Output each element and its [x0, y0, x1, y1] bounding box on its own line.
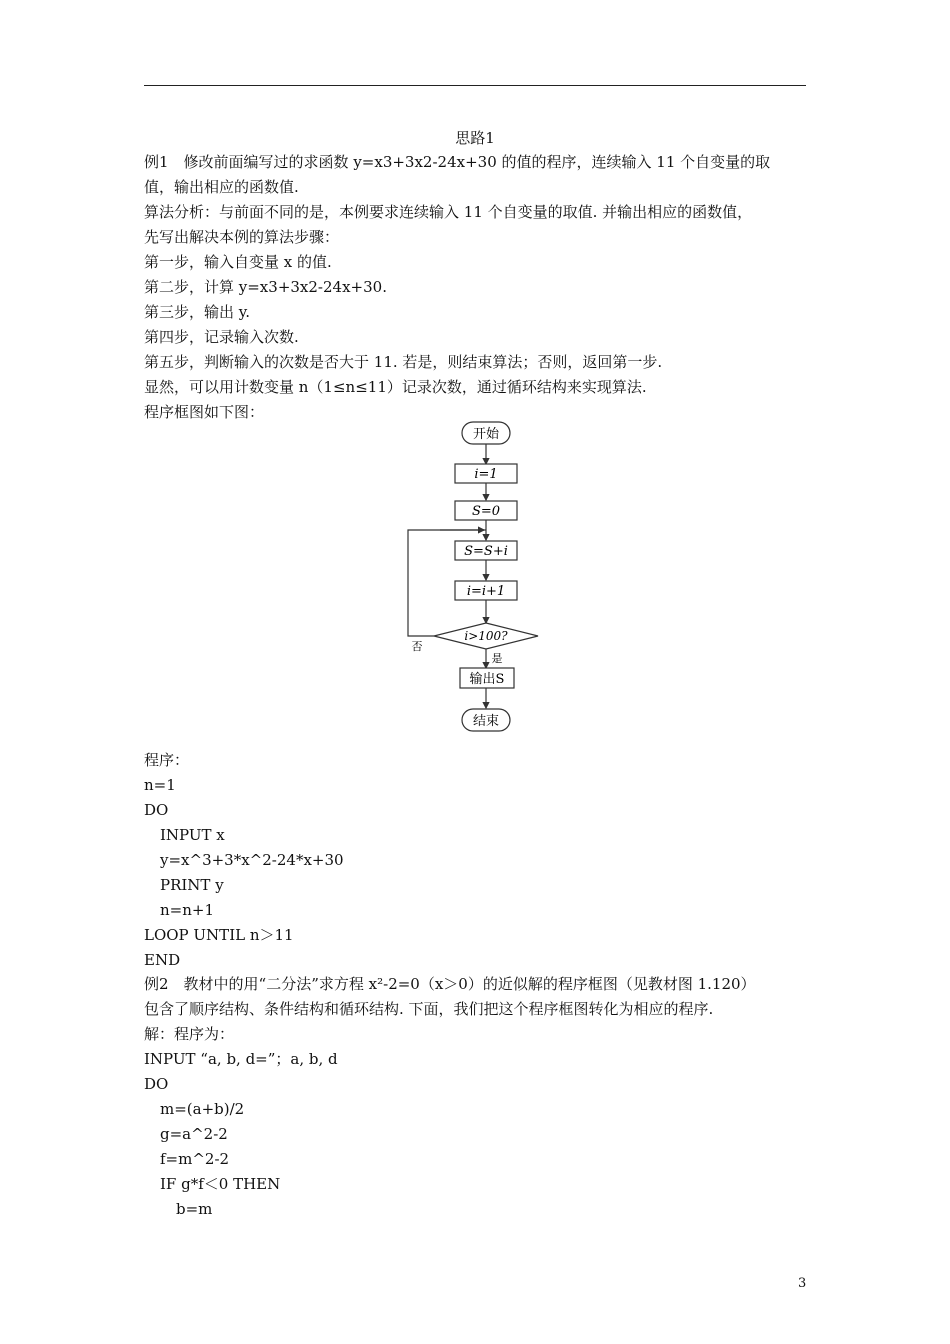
flowchart — [400, 418, 550, 738]
code-line: INPUT x — [160, 826, 225, 844]
text-line: 第二步，计算 y=x3+3x2-24x+30. — [144, 278, 387, 296]
flow-end-label: 结束 — [472, 714, 500, 729]
text-line: 第一步，输入自变量 x 的值. — [144, 253, 332, 271]
page-number: 3 — [798, 1276, 807, 1291]
code-line: b=m — [176, 1200, 213, 1218]
solution-label: 解：程序为： — [144, 1025, 235, 1043]
code-line: INPUT “a, b, d=”；a, b, d — [144, 1050, 338, 1068]
text-line: 包含了顺序结构、条件结构和循环结构. 下面，我们把这个程序框图转化为相应的程序. — [144, 1000, 714, 1018]
flow-yes-label: 是 — [491, 652, 503, 665]
text-line: 程序框图如下图： — [144, 403, 265, 421]
code-line: IF g*f＜0 THEN — [160, 1175, 281, 1193]
text-line: 第五步，判断输入的次数是否大于 11. 若是，则结束算法；否则，返回第一步. — [144, 353, 663, 371]
code-line: f=m^2-2 — [160, 1150, 230, 1168]
section-heading: 思路1 — [455, 129, 495, 147]
text-line: 第三步，输出 y. — [144, 303, 251, 321]
code-line: g=a^2-2 — [160, 1125, 228, 1143]
code-line: END — [144, 951, 181, 969]
code-line: LOOP UNTIL n＞11 — [144, 926, 294, 944]
code-line: n=n+1 — [160, 901, 215, 919]
flow-init-i-label: i=1 — [474, 467, 498, 482]
program-label: 程序： — [144, 751, 190, 769]
flow-decision-label: i>100? — [464, 629, 508, 643]
code-line: DO — [144, 1075, 169, 1093]
text-line: 先写出解决本例的算法步骤： — [144, 228, 340, 246]
flow-init-s-label: S=0 — [471, 504, 501, 519]
code-line: n=1 — [144, 776, 176, 794]
text-line: 例1 修改前面编写过的求函数 y=x3+3x2-24x+30 的值的程序，连续输入 11 个自变量的取 — [144, 153, 771, 171]
text-line: 第四步，记录输入次数. — [144, 328, 299, 346]
text-line: 值，输出相应的函数值. — [144, 178, 299, 196]
text-line: 算法分析：与前面不同的是，本例要求连续输入 11 个自变量的取值. 并输出相应的函数值， — [144, 203, 753, 221]
flow-no-label: 否 — [411, 640, 423, 653]
flow-output-label: 输出S — [469, 672, 505, 687]
flow-start-label: 开始 — [472, 427, 500, 442]
flow-increment-label: i=i+1 — [466, 584, 506, 599]
code-line: PRINT y — [160, 876, 224, 894]
code-line: m=(a+b)/2 — [160, 1100, 245, 1118]
text-line: 显然，可以用计数变量 n（1≤n≤11）记录次数，通过循环结构来实现算法. — [144, 378, 647, 396]
text-line: 例2 教材中的用“二分法”求方程 x²-2=0（x＞0）的近似解的程序框图（见教材图 1.120） — [144, 975, 756, 993]
code-line: y=x^3+3*x^2-24*x+30 — [160, 851, 344, 869]
code-line: DO — [144, 801, 169, 819]
flow-sum-label: S=S+i — [464, 544, 508, 559]
header-rule — [144, 85, 806, 86]
